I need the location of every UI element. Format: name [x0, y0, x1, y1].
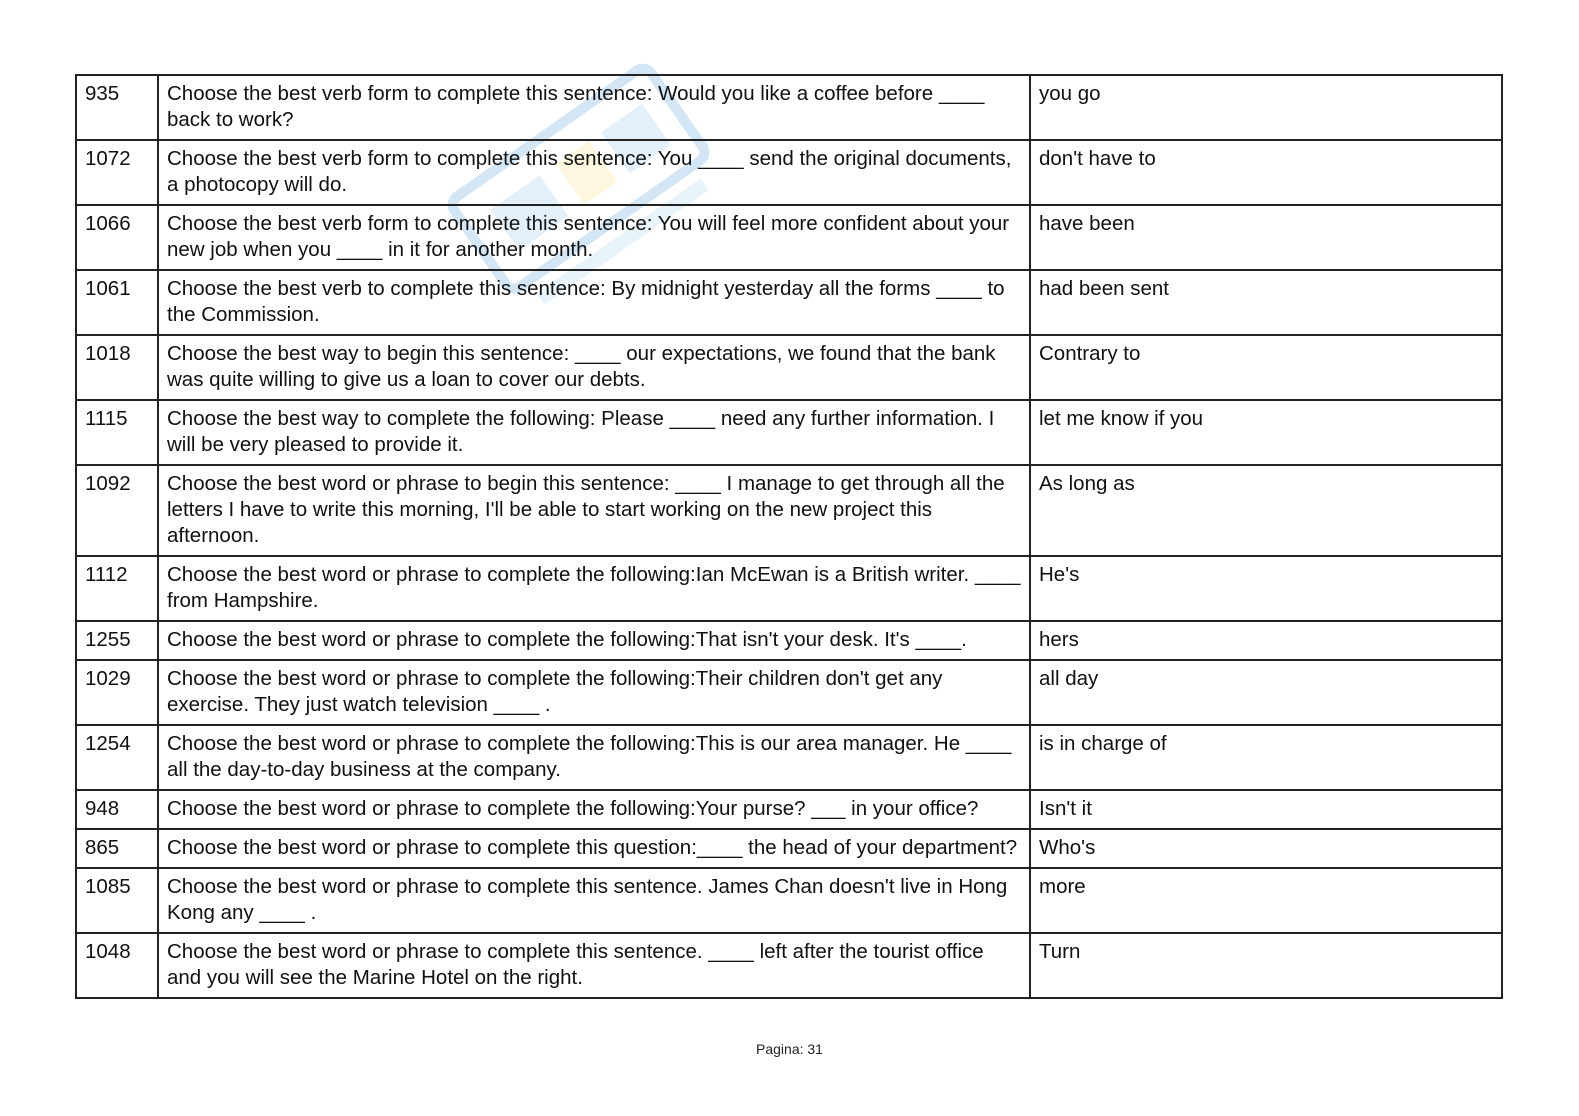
question-id: 1048: [76, 933, 158, 998]
questions-table-body: [76, 75, 1502, 998]
question-id: 1018: [76, 335, 158, 400]
question-id: 935: [76, 75, 158, 140]
question-text: Choose the best word or phrase to complete this question:____ the head of your department?: [158, 829, 1030, 868]
question-id: 1061: [76, 270, 158, 335]
table-row: [76, 829, 1502, 868]
answer-text: Turn: [1030, 933, 1502, 998]
question-id: 865: [76, 829, 158, 868]
question-id: 1066: [76, 205, 158, 270]
question-id: 948: [76, 790, 158, 829]
table-row: [76, 933, 1502, 998]
answer-text: Isn't it: [1030, 790, 1502, 829]
question-id: 1029: [76, 660, 158, 725]
table-row: [76, 205, 1502, 270]
answer-text: As long as: [1030, 465, 1502, 556]
question-text: Choose the best word or phrase to complete this sentence. ____ left after the tourist office and you will see the Marine Hotel on the right.: [158, 933, 1030, 998]
answer-text: Contrary to: [1030, 335, 1502, 400]
question-id: 1112: [76, 556, 158, 621]
question-text: Choose the best word or phrase to begin this sentence: ____ I manage to get through all the letters I have to write this morning, I'll be able to start working on the new project this afternoon.: [158, 465, 1030, 556]
question-text: Choose the best verb form to complete this sentence: Would you like a coffee before ____ back to work?: [158, 75, 1030, 140]
answer-text: more: [1030, 868, 1502, 933]
question-id: 1092: [76, 465, 158, 556]
question-id: 1072: [76, 140, 158, 205]
table-row: [76, 270, 1502, 335]
question-text: Choose the best word or phrase to complete the following:This is our area manager. He ____ all the day-to-day business at the company.: [158, 725, 1030, 790]
question-text: Choose the best word or phrase to complete this sentence. James Chan doesn't live in Hong Kong any ____ .: [158, 868, 1030, 933]
question-id: 1085: [76, 868, 158, 933]
answer-text: Who's: [1030, 829, 1502, 868]
answer-text: have been: [1030, 205, 1502, 270]
table-row: [76, 725, 1502, 790]
table-row: [76, 621, 1502, 660]
question-text: Choose the best verb form to complete this sentence: You ____ send the original documents, a photocopy will do.: [158, 140, 1030, 205]
table-row: [76, 140, 1502, 205]
question-text: Choose the best word or phrase to complete the following:That isn't your desk. It's ____.: [158, 621, 1030, 660]
table-row: [76, 660, 1502, 725]
table-row: [76, 400, 1502, 465]
table-row: [76, 556, 1502, 621]
table-row: [76, 75, 1502, 140]
question-id: 1255: [76, 621, 158, 660]
answer-text: He's: [1030, 556, 1502, 621]
question-text: Choose the best word or phrase to complete the following:Ian McEwan is a British writer. ____ from Hampshire.: [158, 556, 1030, 621]
question-text: Choose the best word or phrase to complete the following:Their children don't get any exercise. They just watch television ____ .: [158, 660, 1030, 725]
question-text: Choose the best way to begin this sentence: ____ our expectations, we found that the bank was quite willing to give us a loan to cover our debts.: [158, 335, 1030, 400]
table-row: [76, 868, 1502, 933]
table-row: [76, 790, 1502, 829]
question-text: Choose the best word or phrase to complete the following:Your purse? ___ in your office?: [158, 790, 1030, 829]
answer-text: let me know if you: [1030, 400, 1502, 465]
page-number: Pagina: 31: [756, 1041, 823, 1057]
answer-text: hers: [1030, 621, 1502, 660]
answer-text: all day: [1030, 660, 1502, 725]
table-row: [76, 465, 1502, 556]
answer-text: don't have to: [1030, 140, 1502, 205]
answer-text: you go: [1030, 75, 1502, 140]
question-text: Choose the best verb form to complete this sentence: You will feel more confident about your new job when you ____ in it for another month.: [158, 205, 1030, 270]
answer-text: is in charge of: [1030, 725, 1502, 790]
table-row: [76, 335, 1502, 400]
questions-table: [75, 74, 1503, 999]
answer-text: had been sent: [1030, 270, 1502, 335]
question-id: 1115: [76, 400, 158, 465]
question-id: 1254: [76, 725, 158, 790]
question-text: Choose the best way to complete the following: Please ____ need any further information. I will be very pleased to provide it.: [158, 400, 1030, 465]
question-text: Choose the best verb to complete this sentence: By midnight yesterday all the forms ____ to the Commission.: [158, 270, 1030, 335]
